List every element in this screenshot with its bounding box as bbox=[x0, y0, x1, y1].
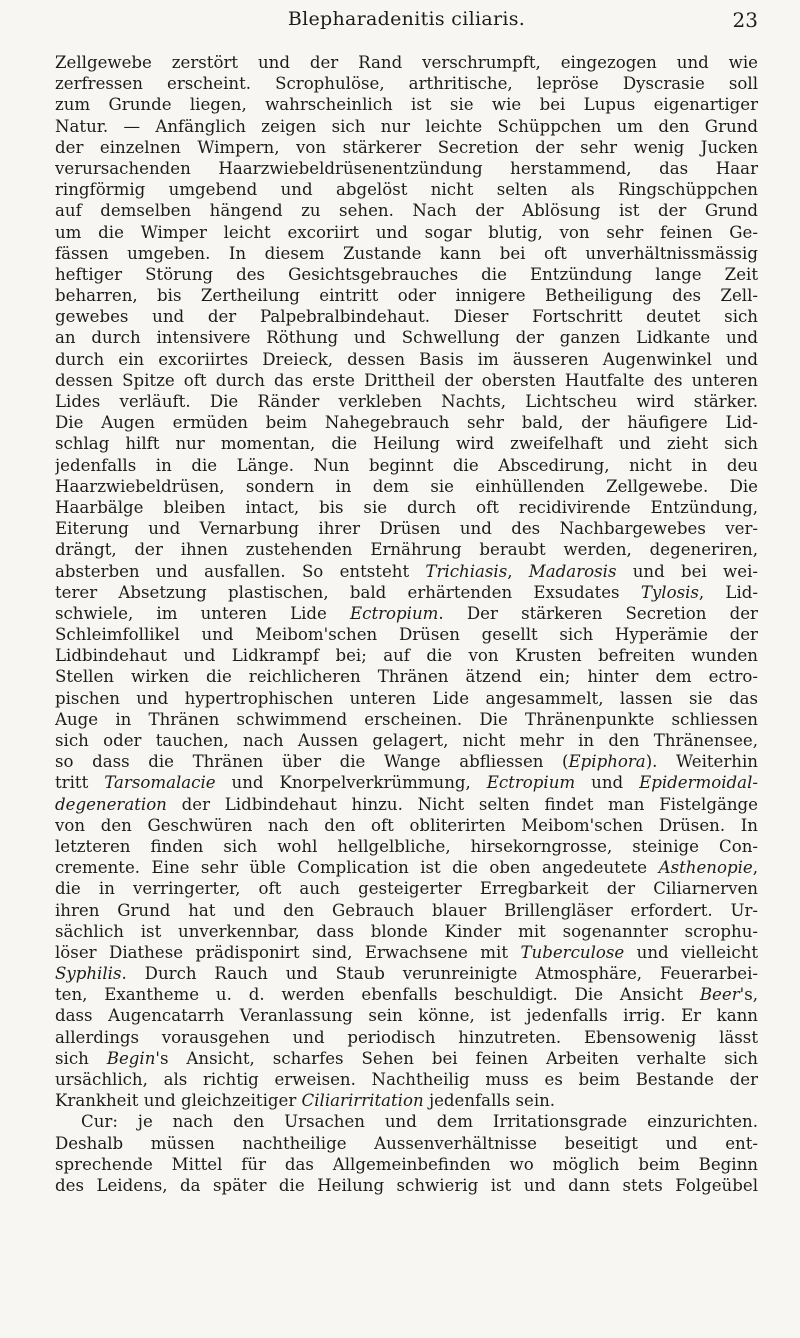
text-line bbox=[55, 1133, 758, 1154]
text-segment: tritt bbox=[55, 773, 105, 793]
text-line bbox=[55, 582, 758, 603]
text-line bbox=[55, 1048, 758, 1069]
running-head bbox=[55, 8, 758, 38]
italic-term: Tarsomalacie bbox=[104, 773, 216, 793]
text-segment: 's, bbox=[739, 985, 758, 1005]
text-segment: um die Wimper leicht excoriirt und sogar blutig, von sehr feinen Ge- bbox=[55, 222, 758, 242]
text-segment: pischen und hypertrophischen unteren Lide angesammelt, lassen sie das bbox=[55, 688, 758, 708]
text-segment: ). Weiterhin bbox=[645, 752, 758, 772]
text-segment: so dass die Thränen über die Wange abfliessen ( bbox=[55, 752, 569, 772]
text-segment: Deshalb müssen nachtheilige Aussenverhältnisse beseitigt und ent- bbox=[55, 1133, 758, 1153]
text-segment: ihren Grund hat und den Gebrauch blauer Brillengläser erfordert. Ur- bbox=[55, 900, 758, 920]
italic-term: Asthenopie bbox=[658, 858, 753, 878]
text-segment: . Der stärkeren Secretion der bbox=[438, 603, 758, 623]
text-line bbox=[55, 73, 758, 94]
text-segment: drängt, der ihnen zustehenden Ernährung beraubt werden, degeneriren, bbox=[55, 540, 758, 560]
text-line bbox=[55, 645, 758, 666]
text-segment: der einzelnen Wimpern, von stärkerer Secretion der sehr wenig Jucken bbox=[55, 137, 758, 157]
italic-term: Epidermoidal- bbox=[639, 773, 758, 793]
text-line bbox=[55, 561, 758, 582]
text-line bbox=[55, 349, 758, 370]
text-line bbox=[55, 1175, 758, 1196]
italic-term: Trichiasis bbox=[425, 561, 508, 581]
text-segment: durch ein excoriirtes Dreieck, dessen Basis im äusseren Augenwinkel und bbox=[55, 349, 758, 369]
text-line bbox=[55, 306, 758, 327]
text-segment: sächlich ist unverkennbar, dass blonde Kinder mit sogenannter scrophu- bbox=[55, 921, 758, 941]
text-line bbox=[55, 518, 758, 539]
text-segment: fässen umgeben. In diesem Zustande kann bei oft unverhältnissmässig bbox=[55, 243, 758, 263]
italic-term: Ciliarirritation bbox=[301, 1091, 424, 1111]
text-line bbox=[55, 370, 758, 391]
text-line bbox=[55, 179, 758, 200]
text-line bbox=[55, 327, 758, 348]
text-segment: zum Grunde liegen, wahrscheinlich ist sie wie bei Lupus eigenartiger bbox=[55, 95, 758, 115]
text-segment: allerdings vorausgehen und periodisch hinzutreten. Ebensowenig lässt bbox=[55, 1027, 758, 1047]
text-line bbox=[55, 1005, 758, 1026]
text-segment: dass Augencatarrh Veranlassung sein könne, ist jedenfalls irrig. Er kann bbox=[55, 1006, 758, 1026]
text-line bbox=[55, 116, 758, 137]
text-line bbox=[55, 539, 758, 560]
text-line bbox=[55, 900, 758, 921]
text-line bbox=[55, 730, 758, 751]
text-segment: terer Absetzung plastischen, bald erhärtenden Exsudates bbox=[55, 582, 641, 602]
italic-term: Tylosis bbox=[640, 582, 699, 602]
text-segment: jedenfalls in die Länge. Nun beginnt die Abscedirung, nicht in deu bbox=[55, 455, 758, 475]
text-segment: Eiterung und Vernarbung ihrer Drüsen und des Nachbargewebes ver- bbox=[55, 519, 758, 539]
text-segment: ten, Exantheme u. d. werden ebenfalls beschuldigt. Die Ansicht bbox=[55, 985, 700, 1005]
text-segment: und vielleicht bbox=[624, 942, 758, 962]
text-segment: der Lidbindehaut hinzu. Nicht selten findet man Fistelgänge bbox=[166, 794, 758, 814]
text-segment: Krankheit und gleichzeitiger bbox=[55, 1091, 302, 1111]
text-line bbox=[55, 433, 758, 454]
text-line bbox=[55, 137, 758, 158]
italic-term: Epiphora bbox=[568, 752, 646, 772]
page-number: 23 bbox=[732, 8, 758, 32]
text-line bbox=[55, 497, 758, 518]
text-line bbox=[55, 921, 758, 942]
text-segment: absterben und ausfallen. So entsteht bbox=[55, 561, 426, 581]
text-segment: , bbox=[507, 561, 529, 581]
text-segment: die in verringerter, oft auch gesteigerter Erregbarkeit der Ciliarnerven bbox=[55, 879, 758, 899]
text-segment: gewebes und der Palpebralbindehaut. Dieser Fortschritt deutet sich bbox=[55, 307, 758, 327]
text-segment: dessen Spitze oft durch das erste Drittheil der obersten Hautfalte des unteren bbox=[55, 370, 758, 390]
text-segment: heftiger Störung des Gesichtsgebrauches die Entzündung lange Zeit bbox=[55, 264, 758, 284]
text-segment: Haarbälge bleiben intact, bis sie durch oft recidivirende Entzündung, bbox=[55, 497, 758, 517]
text-segment: verursachenden Haarzwiebeldrüsenentzündung herstammend, das Haar bbox=[55, 158, 758, 178]
text-segment: Zellgewebe zerstört und der Rand verschrumpft, eingezogen und wie bbox=[55, 53, 758, 72]
text-line bbox=[55, 772, 758, 793]
italic-term: Ectropium bbox=[486, 773, 576, 793]
body-text bbox=[55, 52, 758, 1196]
text-segment: Die Augen ermüden beim Nahegebrauch sehr bald, der häufigere Lid- bbox=[55, 413, 758, 433]
text-line bbox=[55, 476, 758, 497]
text-line bbox=[55, 1027, 758, 1048]
text-line bbox=[55, 878, 758, 899]
text-line bbox=[55, 857, 758, 878]
text-segment: , Lid- bbox=[698, 582, 758, 602]
italic-term: Madarosis bbox=[528, 561, 617, 581]
text-line bbox=[55, 455, 758, 476]
text-segment: und Knorpelverkrümmung, bbox=[215, 773, 487, 793]
text-line bbox=[55, 1090, 758, 1111]
text-segment: Lides verläuft. Die Ränder verkleben Nachts, Lichtscheu wird stärker. bbox=[55, 392, 758, 411]
text-line bbox=[55, 1111, 758, 1132]
text-line bbox=[55, 666, 758, 687]
text-segment: ursächlich, als richtig erweisen. Nachtheilig muss es beim Bestande der bbox=[55, 1070, 758, 1089]
text-line bbox=[55, 836, 758, 857]
text-line bbox=[55, 158, 758, 179]
italic-term: Beer bbox=[699, 985, 740, 1005]
italic-term: Syphilis bbox=[55, 964, 122, 984]
text-segment: löser Diathese prädisponirt sind, Erwachsene mit bbox=[55, 942, 521, 962]
text-segment: sich oder tauchen, nach Aussen gelagert, nicht mehr in den Thränensee, bbox=[55, 731, 758, 750]
text-line bbox=[55, 200, 758, 221]
text-line bbox=[55, 391, 758, 412]
text-segment: Stellen wirken die reichlicheren Thränen ätzend ein; hinter dem ectro- bbox=[55, 667, 758, 687]
text-segment: Auge in Thränen schwimmend erscheinen. Die Thränenpunkte schliessen bbox=[55, 709, 758, 729]
text-line bbox=[55, 624, 758, 645]
text-line bbox=[55, 52, 758, 73]
text-segment: Natur. — Anfänglich zeigen sich nur leichte Schüppchen um den Grund bbox=[55, 116, 758, 136]
text-line bbox=[55, 285, 758, 306]
text-segment: Haarzwiebeldrüsen, sondern in dem sie einhüllenden Zellgewebe. Die bbox=[55, 476, 758, 496]
italic-term: Tuberculose bbox=[520, 942, 625, 962]
text-segment: , bbox=[752, 858, 758, 878]
text-line bbox=[55, 688, 758, 709]
text-segment: beharren, bis Zertheilung eintritt oder innigere Betheiligung des Zell- bbox=[55, 286, 758, 306]
text-line bbox=[55, 963, 758, 984]
text-segment: des Leidens, da später die Heilung schwierig ist und dann stets Folgeübel bbox=[55, 1175, 758, 1195]
text-segment: zerfressen erscheint. Scrophulöse, arthritische, lepröse Dyscrasie soll bbox=[55, 74, 758, 94]
text-line bbox=[55, 794, 758, 815]
text-segment: und bbox=[575, 773, 640, 793]
text-line bbox=[55, 1154, 758, 1175]
text-segment: schwiele, im unteren Lide bbox=[55, 603, 351, 623]
italic-term: degeneration bbox=[55, 794, 167, 814]
text-line bbox=[55, 412, 758, 433]
text-line bbox=[55, 751, 758, 772]
text-line bbox=[55, 94, 758, 115]
running-title: Blepharadenitis ciliaris. bbox=[287, 8, 526, 30]
text-segment: letzteren finden sich wohl hellgelbliche, hirsekorngrosse, steinige Con- bbox=[55, 836, 758, 856]
text-segment: an durch intensivere Röthung und Schwellung der ganzen Lidkante und bbox=[55, 328, 758, 348]
text-segment: ringförmig umgebend und abgelöst nicht selten als Ringschüppchen bbox=[55, 180, 758, 200]
text-segment: Schleimfollikel und Meibom'schen Drüsen gesellt sich Hyperämie der bbox=[55, 625, 758, 645]
text-segment: schlag hilft nur momentan, die Heilung wird zweifelhaft und zieht sich bbox=[55, 434, 758, 454]
text-line bbox=[55, 942, 758, 963]
text-line bbox=[55, 709, 758, 730]
text-segment: 's Ansicht, scharfes Sehen bei feinen Arbeiten verhalte sich bbox=[155, 1048, 758, 1068]
text-segment: sich bbox=[55, 1048, 107, 1068]
text-line bbox=[55, 243, 758, 264]
text-line bbox=[55, 264, 758, 285]
text-segment: sprechende Mittel für das Allgemeinbefinden wo möglich beim Beginn bbox=[55, 1154, 758, 1174]
text-segment: jedenfalls sein. bbox=[423, 1091, 556, 1111]
text-segment: . Durch Rauch und Staub verunreinigte Atmosphäre, Feuerarbei- bbox=[121, 964, 758, 984]
text-segment: cremente. Eine sehr üble Complication ist die oben angedeutete bbox=[55, 858, 659, 878]
text-line bbox=[55, 815, 758, 836]
italic-term: Ectropium bbox=[350, 603, 439, 623]
text-line bbox=[55, 603, 758, 624]
italic-term: Begin bbox=[106, 1048, 156, 1068]
text-segment: Lidbindehaut und Lidkrampf bei; auf die von Krusten befreiten wunden bbox=[55, 646, 758, 666]
text-line bbox=[55, 222, 758, 243]
text-segment: Cur: je nach den Ursachen und dem Irritationsgrade einzurichten. bbox=[81, 1112, 758, 1132]
text-segment: und bei wei- bbox=[616, 561, 758, 581]
text-line bbox=[55, 1069, 758, 1090]
text-line bbox=[55, 984, 758, 1005]
text-segment: von den Geschwüren nach den oft obliterirten Meibom'schen Drüsen. In bbox=[55, 815, 758, 835]
text-segment: auf demselben hängend zu sehen. Nach der Ablösung ist der Grund bbox=[55, 201, 758, 221]
